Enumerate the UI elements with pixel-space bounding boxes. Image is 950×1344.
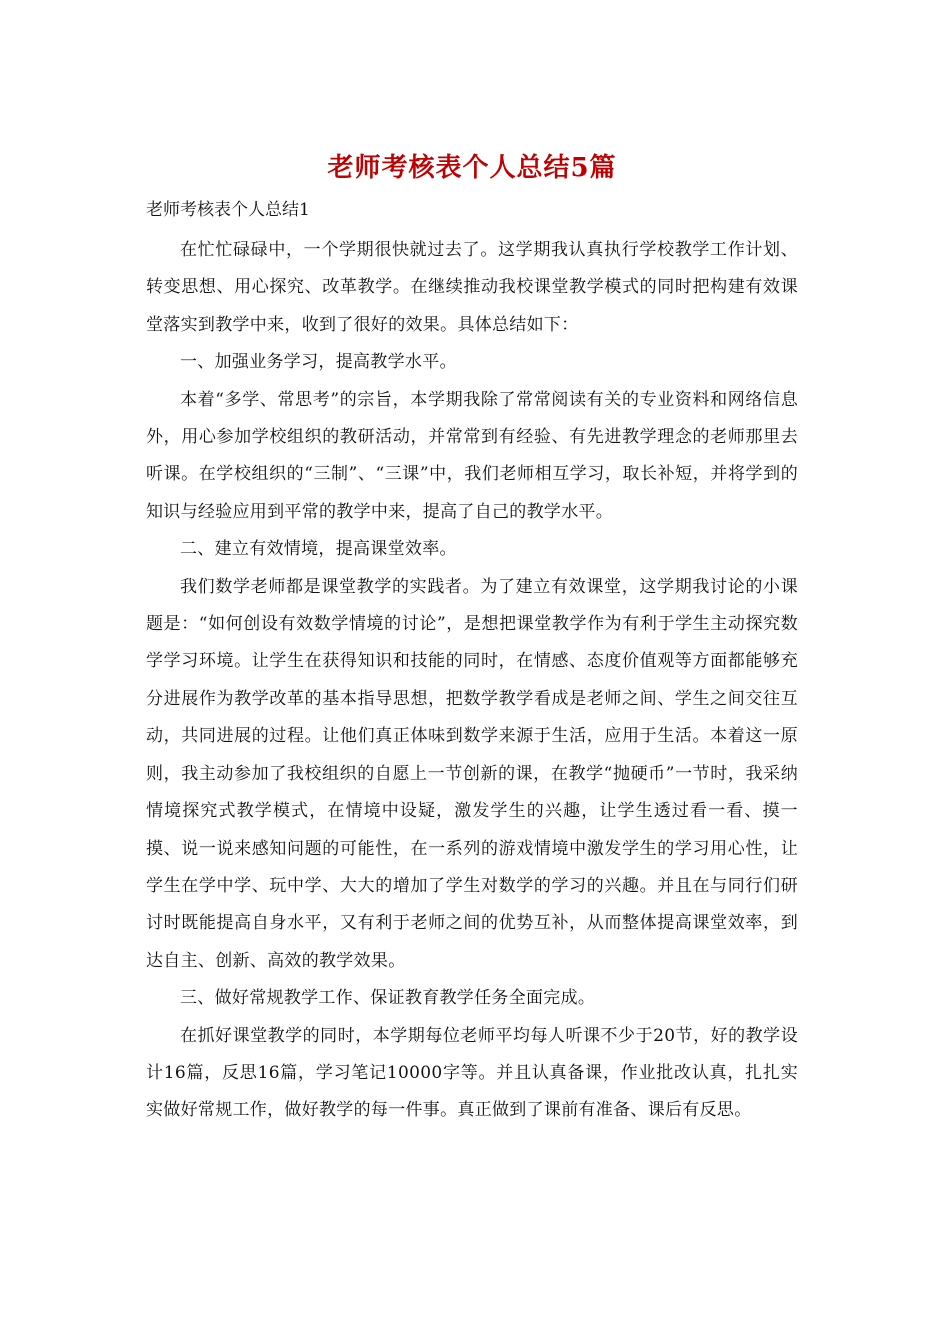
section-heading: 老师考核表个人总结1 — [146, 200, 310, 220]
document-page — [146, 150, 798, 1130]
document-title: 老师考核表个人总结5篇 — [327, 153, 617, 183]
paragraph-heading-2: 二、建立有效情境，提高课堂效率。 — [180, 539, 457, 560]
paragraph-intro: 在忙忙碌碌中，一个学期很快就过去了。这学期我认真执行学校教学工作计划、转变思想、用心探究、改革教学。在继续推动我校课堂教学模式的同时把构建有效课堂落实到教学中来，收到了很好的效果。具体总结如下： — [146, 240, 798, 335]
paragraph-heading-3: 三、做好常规教学工作、保证教育教学任务全面完成。 — [180, 988, 596, 1009]
paragraph-heading-1: 一、加强业务学习，提高教学水平。 — [180, 352, 457, 373]
paragraph-routine: 在抓好课堂教学的同时，本学期每位老师平均每人听课不少于20节，好的教学设计16篇，反思16篇，学习笔记10000字等。并且认真备课，作业批改认真，扎扎实实做好常规工作，做好教学的每一件事。真正做到了课前有准备、课后有反思。 — [146, 1025, 798, 1121]
paragraph-classroom: 我们数学老师都是课堂教学的实践者。为了建立有效课堂，这学期我讨论的小课题是：“如何创设有效数学情境的讨论”，是想把课堂教学作为有利于学生主动探究数学学习环境。让学生在获得知识和技能的同时，在情感、态度价值观等方面都能够充分进展作为教学改革的基本指导思想，把数学教学看成是老师之间、学生之间交往互动，共同进展的过程。让他们真正体味到数学来源于生活，应用于生活。本着这一原则，我主动参加了我校组织的自愿上一节创新的课，在教学“抛硬币”一节时，我采纳情境探究式教学模式，在情境中设疑，激发学生的兴趣，让学生透过看一看、摸一摸、说一说来感知问题的可能性，在一系列的游戏情境中激发学生的学习用心性，让学生在学中学、玩中学、大大的增加了学生对数学的学习的兴趣。并且在与同行们研讨时既能提高自身水平，又有利于老师之间的优势互补，从而整体提高课堂效率，到达自主、创新、高效的教学效果。 — [146, 576, 798, 971]
paragraph-study: 本着“多学、常思考”的宗旨，本学期我除了常常阅读有关的专业资料和网络信息外，用心参加学校组织的教研活动，并常常到有经验、有先进教学理念的老师那里去听课。在学校组织的“三制”、“三课”中，我们老师相互学习，取长补短，并将学到的知识与经验应用到平常的教学中来，提高了自己的教学水平。 — [146, 389, 798, 522]
